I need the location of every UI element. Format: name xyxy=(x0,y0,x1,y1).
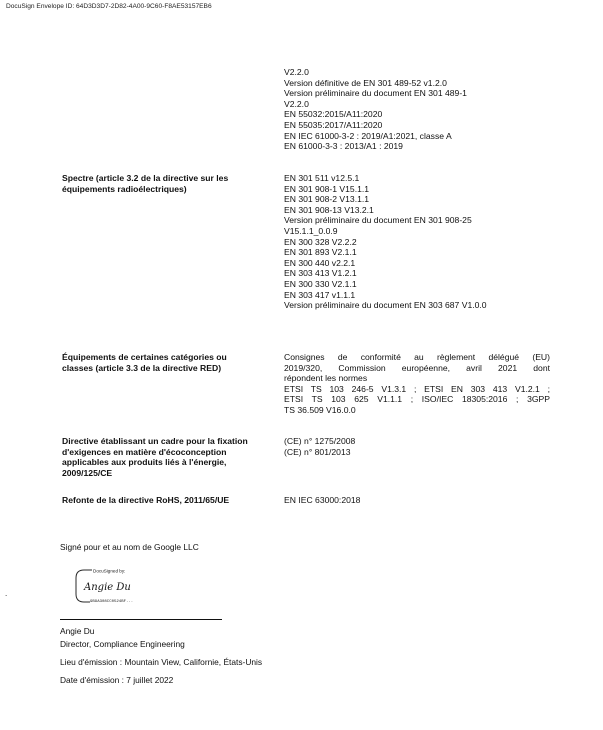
content-line: Version préliminaire du document EN 303 687 V1.0.0 xyxy=(284,300,487,311)
docusign-signature-box xyxy=(74,568,160,604)
content-line: 2019/320, Commission européenne, avril 2021 dont xyxy=(284,362,550,373)
label-line: Spectre (article 3.2 de la directive sur les xyxy=(62,173,229,183)
content-line: EN 300 328 V2.2.2 xyxy=(284,236,357,247)
section-2-label xyxy=(62,352,272,373)
content-line: EN 300 330 V2.1.1 xyxy=(284,278,357,289)
label-line: d'exigences en matière d'écoconception xyxy=(62,446,227,457)
content-line: EN IEC 61000-3-2 : 2019/A1:2021, classe A xyxy=(284,130,452,141)
content-line: Version définitive de EN 301 489-52 v1.2.0 xyxy=(284,77,447,88)
docusign-label: DocuSigned by: xyxy=(93,568,126,574)
content-line: EN 301 908-13 V13.2.1 xyxy=(284,204,374,215)
signature-hash: 9B9A308CC0524BF... xyxy=(90,600,134,604)
content-line: EN 301 511 v12.5.1 xyxy=(284,173,360,183)
section-0-content xyxy=(284,67,550,152)
content-line: EN 303 417 v1.1.1 xyxy=(284,289,356,300)
place-of-issue: Lieu d'émission : Mountain View, Californie, États-Unis xyxy=(60,657,263,667)
content-line: EN 61000-3-3 : 2013/A1 : 2019 xyxy=(284,141,403,152)
content-line: EN 300 440 v2.2.1 xyxy=(284,257,356,268)
content-line: ETSI TS 103 625 V1.1.1 ; ISO/IEC 18305:2016 ; 3GPP xyxy=(284,394,550,405)
label-line: classes (article 3.3 de la directive RED) xyxy=(62,362,222,373)
section-4-label xyxy=(62,495,272,506)
signer-title: Director, Compliance Engineering xyxy=(60,639,185,649)
signature-frame-icon xyxy=(74,568,160,604)
handwritten-signature: Angie Du xyxy=(84,582,131,593)
label-line: équipements radioélectriques) xyxy=(62,183,187,194)
content-line: EN IEC 63000:2018 xyxy=(284,495,361,505)
content-line: Version préliminaire du document EN 301 908-25 xyxy=(284,215,472,226)
section-1-label xyxy=(62,173,272,194)
label-line: applicables aux produits liés à l'énergie, xyxy=(62,457,227,468)
envelope-id: DocuSign Envelope ID: 64D3D3D7-2D82-4A00-9C60-F8AE53157EB6 xyxy=(6,3,212,10)
content-line: EN 55032:2015/A11:2020 xyxy=(284,109,383,120)
section-3-content xyxy=(284,436,550,457)
label-line: Directive établissant un cadre pour la fixation xyxy=(62,436,248,446)
signer-name: Angie Du xyxy=(60,626,95,636)
signature-line xyxy=(60,619,222,620)
content-line: TS 36.509 V16.0.0 xyxy=(284,404,356,415)
content-line: EN 55035:2017/A11:2020 xyxy=(284,119,383,130)
content-line: Consignes de conformité au règlement délégué (EU) xyxy=(284,352,550,362)
content-line: (CE) n° 801/2013 xyxy=(284,446,351,457)
content-line: EN 301 908-2 V13.1.1 xyxy=(284,194,370,205)
content-line: EN 303 413 V1.2.1 xyxy=(284,268,357,279)
section-4-content xyxy=(284,495,550,506)
margin-dot: . xyxy=(5,589,8,598)
label-line: 2009/125/CE xyxy=(62,467,113,478)
label-line: Refonte de la directive RoHS, 2011/65/UE xyxy=(62,495,230,505)
section-3-label xyxy=(62,436,272,478)
section-2-content xyxy=(284,352,550,416)
date-of-issue: Date d'émission : 7 juillet 2022 xyxy=(60,675,174,685)
content-line: V2.2.0 xyxy=(284,98,309,109)
signed-for-text: Signé pour et au nom de Google LLC xyxy=(60,542,199,552)
label-line: Équipements de certaines catégories ou xyxy=(62,352,227,362)
content-line: ETSI TS 103 246-5 V1.3.1 ; ETSI EN 303 413 V1.2.1 ; xyxy=(284,383,550,394)
content-line: EN 301 908-1 V15.1.1 xyxy=(284,183,370,194)
section-1-content xyxy=(284,173,550,311)
content-line: répondent les normes xyxy=(284,373,368,384)
content-line: EN 301 893 V2.1.1 xyxy=(284,247,357,258)
content-line: (CE) n° 1275/2008 xyxy=(284,436,356,446)
content-line: Version préliminaire du document EN 301 489-1 xyxy=(284,88,467,99)
content-line: V2.2.0 xyxy=(284,67,309,77)
content-line: V15.1.1_0.0.9 xyxy=(284,225,338,236)
